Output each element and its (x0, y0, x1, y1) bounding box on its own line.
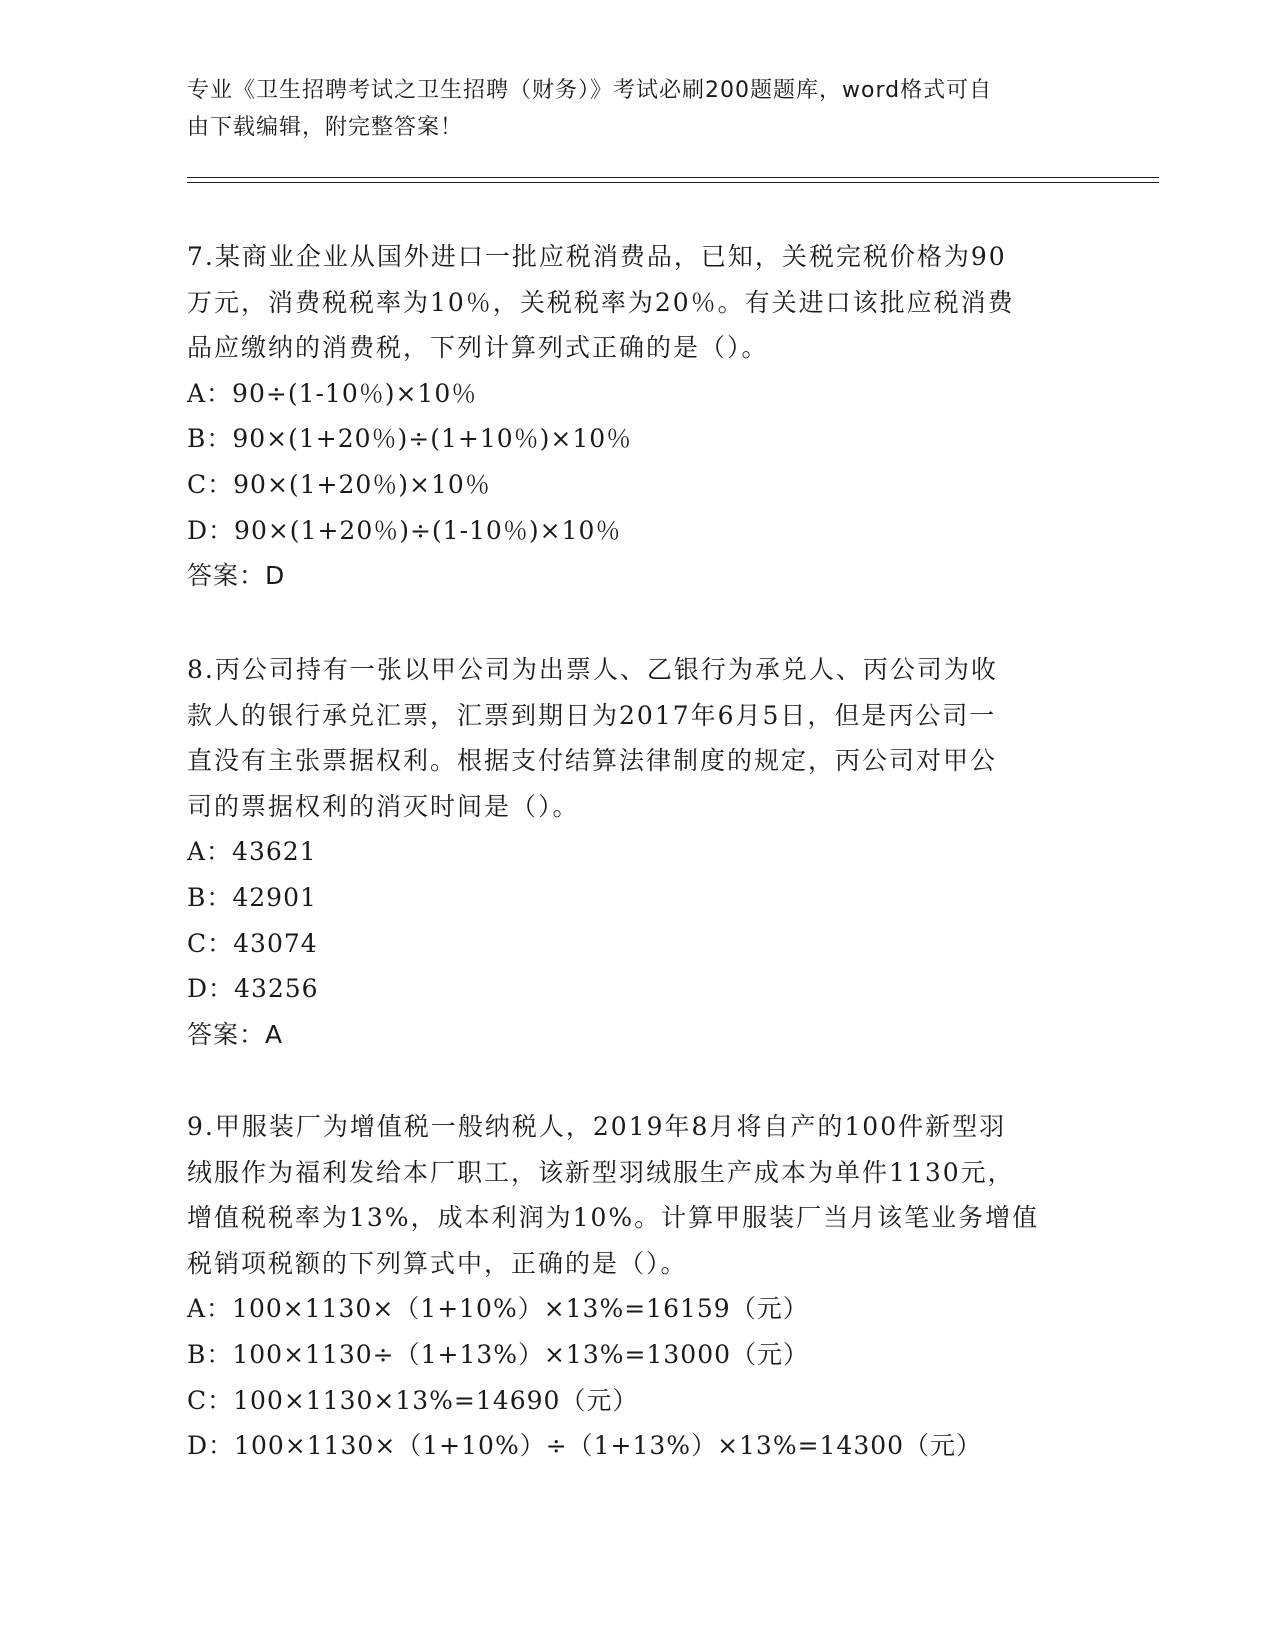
option-c: C：90×(1+20％)×10％ (187, 469, 491, 499)
option-c: C：43074 (187, 928, 318, 958)
header-line-2: 由下载编辑，附完整答案！ (187, 115, 464, 140)
option-b: B：42901 (187, 882, 317, 912)
stem-line: 司的票据权利的消灭时间是（）。 (187, 791, 580, 821)
question-8 (187, 647, 1087, 1058)
option-b: B：90×(1+20％)÷(1+10％)×10％ (187, 424, 633, 454)
option-a: A：100×1130×（1+10%）×13%=16159（元） (187, 1294, 809, 1324)
stem-line: 9.甲服装厂为增值税一般纳税人，2019年8月将自产的100件新型羽 (187, 1112, 1007, 1141)
header-line-1: 专业《卫生招聘考试之卫生招聘（财务）》考试必刷200题题库，word格式可自 (187, 78, 993, 103)
question-stem (187, 234, 1087, 371)
stem-line: 直没有主张票据权利。根据支付结算法律制度的规定，丙公司对甲公 (187, 746, 998, 776)
stem-line: 款人的银行承兑汇票，汇票到期日为2017年6月5日，但是丙公司一 (187, 700, 997, 730)
document-header (187, 72, 1077, 146)
option-d: D：90×(1+20％)÷(1-10％)×10％ (187, 515, 622, 545)
stem-line: 7.某商业企业从国外进口一批应税消费品，已知，关税完税价格为90 (187, 242, 1007, 271)
question-stem (187, 647, 1087, 829)
stem-line: 税销项税额的下列算式中，正确的是（）。 (187, 1248, 688, 1278)
stem-line: 品应缴纳的消费税，下列计算列式正确的是（）。 (187, 333, 769, 363)
header-divider-top (187, 177, 1159, 178)
option-b: B：100×1130÷（1+13%）×13%=13000（元） (187, 1339, 810, 1369)
option-a: A：43621 (187, 837, 317, 867)
answer-line: 答案：D (187, 561, 286, 591)
stem-line: 万元，消费税税率为10％，关税税率为20％。有关进口该批应税消费 (187, 287, 1015, 317)
stem-line: 增值税税率为13%，成本利润为10%。计算甲服装厂当月该笔业务增值 (187, 1203, 1040, 1233)
option-d: D：43256 (187, 974, 319, 1004)
option-c: C：100×1130×13%=14690（元） (187, 1385, 639, 1415)
stem-line: 8.丙公司持有一张以甲公司为出票人、乙银行为承兑人、丙公司为收 (187, 655, 998, 684)
question-9 (187, 1104, 1087, 1469)
header-divider-bottom (187, 182, 1159, 183)
option-a: A：90÷(1-10％)×10％ (187, 378, 478, 408)
question-stem (187, 1104, 1087, 1286)
option-d: D：100×1130×（1+10%）÷（1+13%）×13%=14300（元） (187, 1431, 983, 1461)
answer-line: 答案：A (187, 1019, 284, 1049)
question-7 (187, 234, 1087, 599)
stem-line: 绒服作为福利发给本厂职工，该新型羽绒服生产成本为单件1130元， (187, 1157, 1015, 1187)
